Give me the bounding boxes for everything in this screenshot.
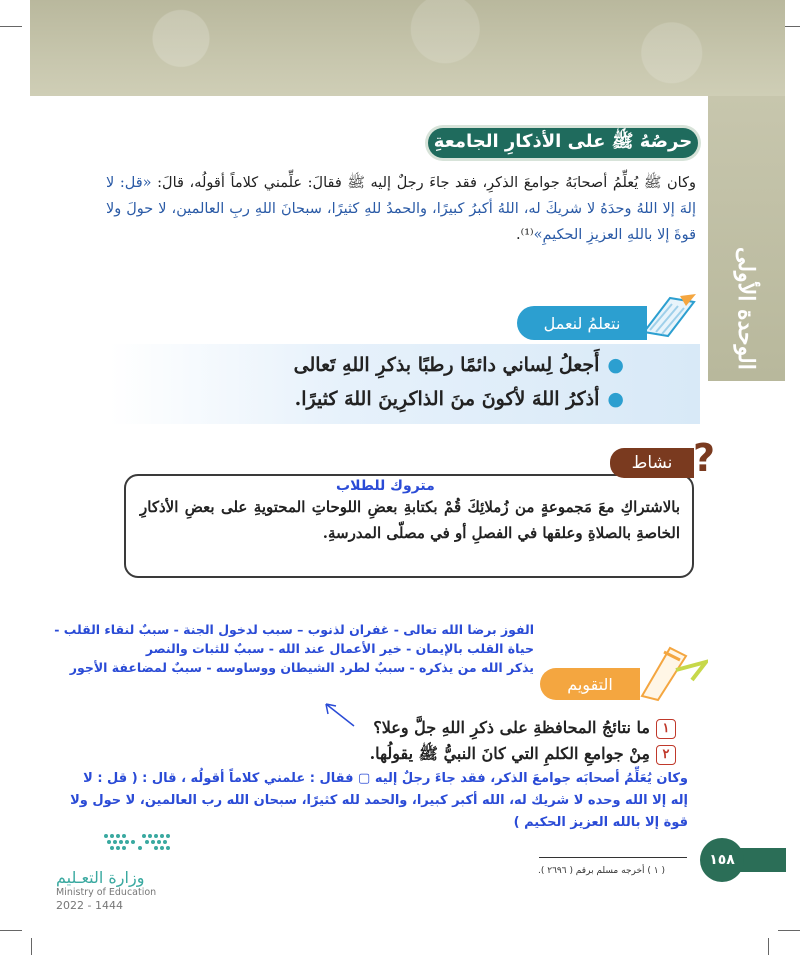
- learn-item-text: أَجعلُ لِساني دائمًا رطبًا بذكرِ اللهِ تَعالى: [293, 354, 600, 376]
- handwritten-note: متروك للطلاب: [336, 478, 435, 494]
- question-2: [370, 744, 676, 767]
- page-number: ١٥٨: [700, 838, 744, 882]
- answer-line: الفوز برضا الله تعالى - غفران لذنوب – سبب لدخول الجنة - سببٌ لنقاء القلب -: [54, 622, 534, 637]
- ministry-name-english: Ministry of Education: [56, 887, 157, 898]
- learn-item: [294, 354, 624, 376]
- lesson-paragraph: [106, 170, 696, 248]
- crop-mark: [0, 930, 22, 931]
- ministry-logo-icon: [100, 830, 180, 854]
- learn-item: [295, 388, 624, 410]
- edition-year: 2022 - 1444: [56, 899, 123, 912]
- question-mark-icon: ?: [693, 436, 716, 480]
- lesson-intro-text: وكان ﷺ يُعلِّمُ أصحابَهُ جوامعَ الذكرِ، فقد جاءَ رجلٌ إليه ﷺ فقالَ: علِّمني كلاماً أقولُه، قالَ:: [157, 175, 697, 191]
- book-pen-icon: [640, 292, 698, 338]
- crop-mark: [778, 930, 800, 931]
- answer-line: إله إلا الله وحده لا شريك له، الله أكبر كبيرا، والحمد لله كثيرًا، سبحان الله رب العالمين، لا حول ولا: [70, 793, 688, 808]
- crop-mark: [31, 938, 32, 955]
- learn-box: [110, 344, 700, 424]
- answer-line: حياة القلب بالإيمان - خير الأعمال عند الله - سببٌ للثبات والنصر: [145, 641, 534, 656]
- hadith-quote: «قل: لا إلهَ إلا اللهُ وحدَهُ لا شريكَ له، اللهُ أكبرُ كبيرًا، والحمدُ للهِ كثيرًا، سبحانَ اللهِ ربِ العالمين، لا حولَ ولا قوةَ إلا باللهِ العزيزِ الحكيمِ»: [106, 175, 696, 243]
- answer-line: قوة إلا بالله العزيز الحكيم ): [513, 815, 688, 830]
- ministry-name-arabic: وزارة التعـليم: [56, 868, 145, 887]
- bullet-icon: ●: [607, 354, 624, 376]
- footnote-divider: [539, 857, 687, 858]
- answer-line: وكان يُعَلِّمُ أصحابَه جوامعَ الذكر، فقد جاءَ رجلٌ إليه ▢ فقال : علمني كلاماً أقولُه ، قال : ( قل : لا: [83, 771, 688, 786]
- footnote: ( ١ ) أخرجه مسلم برقم ( ٢٦٩٦ ).: [538, 866, 665, 876]
- question-text: ما نتائجُ المحافظةِ على ذكرِ اللهِ جلَّ وعلا؟: [373, 718, 650, 737]
- handwritten-answer-1: [14, 620, 534, 677]
- header-ornament-band: [30, 0, 785, 96]
- evaluation-tag: التقويم: [540, 668, 640, 700]
- crop-mark: [768, 938, 769, 955]
- answer-line: يذكر الله من يذكره - سببٌ لطرد الشيطان ووساوسه - سببٌ لمضاعفة الأجور: [69, 660, 534, 675]
- activity-tag: نشاط: [610, 448, 694, 478]
- question-number: ١: [656, 719, 676, 739]
- question-number: ٢: [656, 745, 676, 765]
- pen-check-icon: [636, 640, 708, 702]
- crop-mark: [0, 26, 22, 27]
- arrow-icon: [318, 700, 358, 728]
- question-text: مِنْ جوامعِ الكلمِ التي كانَ النبيُّ ﷺ يقولُها.: [369, 744, 650, 763]
- unit-label: الوحدة الأولى: [733, 247, 759, 370]
- footnote-reference: ⁽¹⁾.: [516, 227, 534, 243]
- bullet-icon: ●: [607, 388, 624, 410]
- activity-text: بالاشتراكِ معَ مَجموعةٍ من زُملائِكَ قُمْ بكتابةِ بعضِ اللوحاتِ المحتويةِ على بعضِ الأذكارِ الخاصةِ بالصلاةِ وعلقها في الفصلِ أو في مصلّى المدرسةِ.: [140, 498, 680, 542]
- learn-item-text: أذكرُ اللهَ لأكونَ منَ الذاكرِينَ اللهَ كثيرًا.: [294, 388, 600, 410]
- question-1: [373, 718, 676, 739]
- handwritten-answer-2: [38, 768, 688, 834]
- lesson-title: حرصُهُ ﷺ على الأذكارِ الجامعةِ: [428, 128, 698, 158]
- learn-section-tag: نتعلمُ لنعمل: [517, 306, 647, 340]
